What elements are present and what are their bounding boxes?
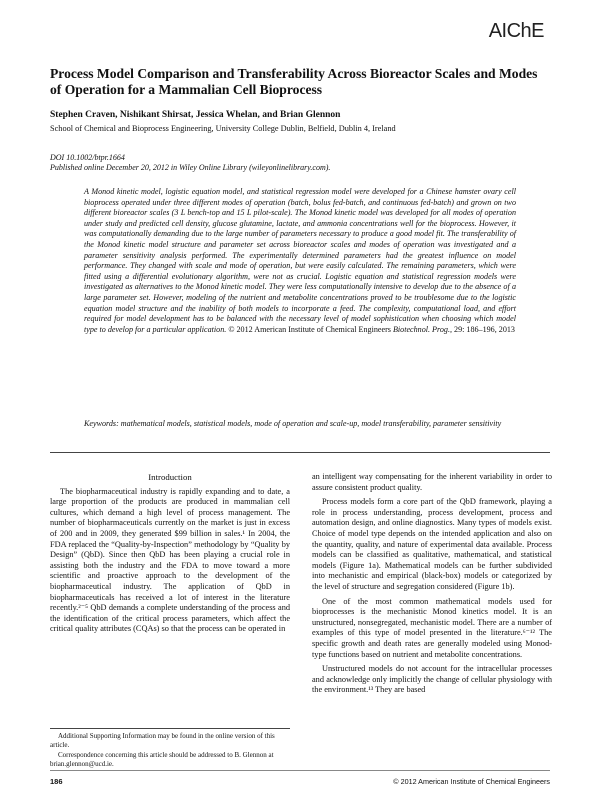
doi[interactable]: DOI 10.1002/btpr.1664 [50, 153, 125, 162]
body-paragraph: Process models form a core part of the QbD framework, playing a role in process understanding, process development, process and automation design, and online diagnostics. Many types of models exist. Choice of model type depends on the intended application and also on the quantity, quality, and nature of experimental data available. Process models can be classified as qualitative, mathematical, and statistical models (Figure 1a). Mathematical models can be further subdivided into mechanistic and empirical (black-box) models or categorized by the level of structure and segregation considered (Figure 1b). [312, 497, 552, 591]
abstract [84, 187, 516, 335]
article-title: Process Model Comparison and Transferability Across Bioreactor Scales and Modes of Operation for a Mammalian Cell Bioprocess [50, 66, 538, 97]
author-list: Stephen Craven, Nishikant Shirsat, Jessica Whelan, and Brian Glennon [50, 110, 341, 120]
section-divider [50, 452, 550, 453]
abstract-text: A Monod kinetic model, logistic equation model, and statistical regression model were developed for a Chinese hamster ovary cell bioprocess operated under three different modes of operation (batch, bolus fed-batch, and continuous fed-batch) and grown on two different bioreactor scales (3 L bench-top and 15 L pilot-scale). The Monod kinetic model was developed for all modes of operation under study and predicted cell density, glucose glutamine, lactate, and ammonia concentrations well for the bioprocess. However, it was computationally demanding due to the large number of parameters necessary to produce a good model fit. The transferability of the Monod kinetic model structure and parameter set across bioreactor scales and modes of operation was investigated and a parameter sensitivity analysis performed. The experimentally determined parameters had the greatest influence on model performance. They changed with scale and mode of operation, but were easily calculated. The remaining parameters, which were fitted using a differential evolutionary algorithm, were not as crucial. Logistic equation and statistical regression models were investigated as alternatives to the Monod kinetic model. They were less computationally intensive to develop due to the absence of a large parameter set. However, modeling of the nutrient and metabolite concentrations proved to be troublesome due to the logistic equation model structure and the inability of both models to incorporate a feed. The complexity, computational load, and effort required for model development has to be balanced with the necessary level of model sophistication when choosing which model type to develop for a particular application. [84, 187, 516, 334]
citation-ref: 29: 186–196, 2013 [454, 324, 515, 334]
body-paragraph: The biopharmaceutical industry is rapidly expanding and to date, a large proportion of the products are produced in mammalian cell cultures, which demand a high level of process management. The number of biopharmaceuticals currently on the market is just in excess of 200 and in 2009, they generated $99 billion in sales.¹ In 2004, the FDA replaced the “Quality-by-Inspection” methodology by “Quality by Design” (QbD). Since then QbD has been playing a crucial role in assisting both the industry and the FDA to move toward a more scientific and proactive approach to the development of the biopharmaceutical industry. The application of QbD in biopharmaceuticals has received a lot of interest in the literature recently.²⁻⁵ QbD demands a complete understanding of the process and the identification of the critical process parameters, which affect the critical quality attributes (CQAs) so that the process can be operated in [50, 486, 290, 634]
abstract-copyright: © 2012 American Institute of Chemical Engineers [228, 324, 391, 334]
page-number: 186 [50, 777, 63, 786]
body-paragraph: One of the most common mathematical models used for bioprocesses is the mechanistic Monod kinetics model. It is an unstructured, nonsegregated, mechanistic model. There are a number of examples of this type of model presented in the literature.⁶⁻¹² The specific growth and death rates are generally modeled using Monod-type functions based on nutrient and metabolite concentrations. [312, 596, 552, 659]
doi-block [50, 153, 330, 173]
footer-copyright: © 2012 American Institute of Chemical Engineers [393, 777, 550, 786]
body-paragraph: an intelligent way compensating for the inherent variability in order to assure consistent product quality. [312, 472, 552, 492]
body-paragraph: Unstructured models do not account for the intracellular processes and acknowledge only implicitly the change of cellular physiology with the environment.¹³ They are based [312, 664, 552, 695]
footnote-correspondence: Correspondence concerning this article should be addressed to B. Glennon at brian.glennon@ucd.ie. [50, 751, 274, 768]
footnotes [50, 728, 290, 770]
footnote-supporting-info: Additional Supporting Information may be found in the online version of this article. [50, 732, 275, 749]
journal-logo: AIChE [488, 20, 544, 42]
citation-journal: Biotechnol. Prog., [392, 324, 452, 334]
footer-divider [50, 770, 550, 771]
publication-date: Published online December 20, 2012 in Wiley Online Library (wileyonlinelibrary.com). [50, 163, 331, 172]
keywords: Keywords: mathematical models, statistical models, mode of operation and scale-up, model transferability, parameter sensitivity [84, 419, 502, 428]
left-column [50, 472, 290, 639]
affiliation: School of Chemical and Bioprocess Engineering, University College Dublin, Belfield, Dublin 4, Ireland [50, 124, 396, 133]
introduction-heading: Introduction [148, 472, 192, 482]
right-column [312, 472, 552, 700]
footnote-divider [50, 728, 290, 729]
